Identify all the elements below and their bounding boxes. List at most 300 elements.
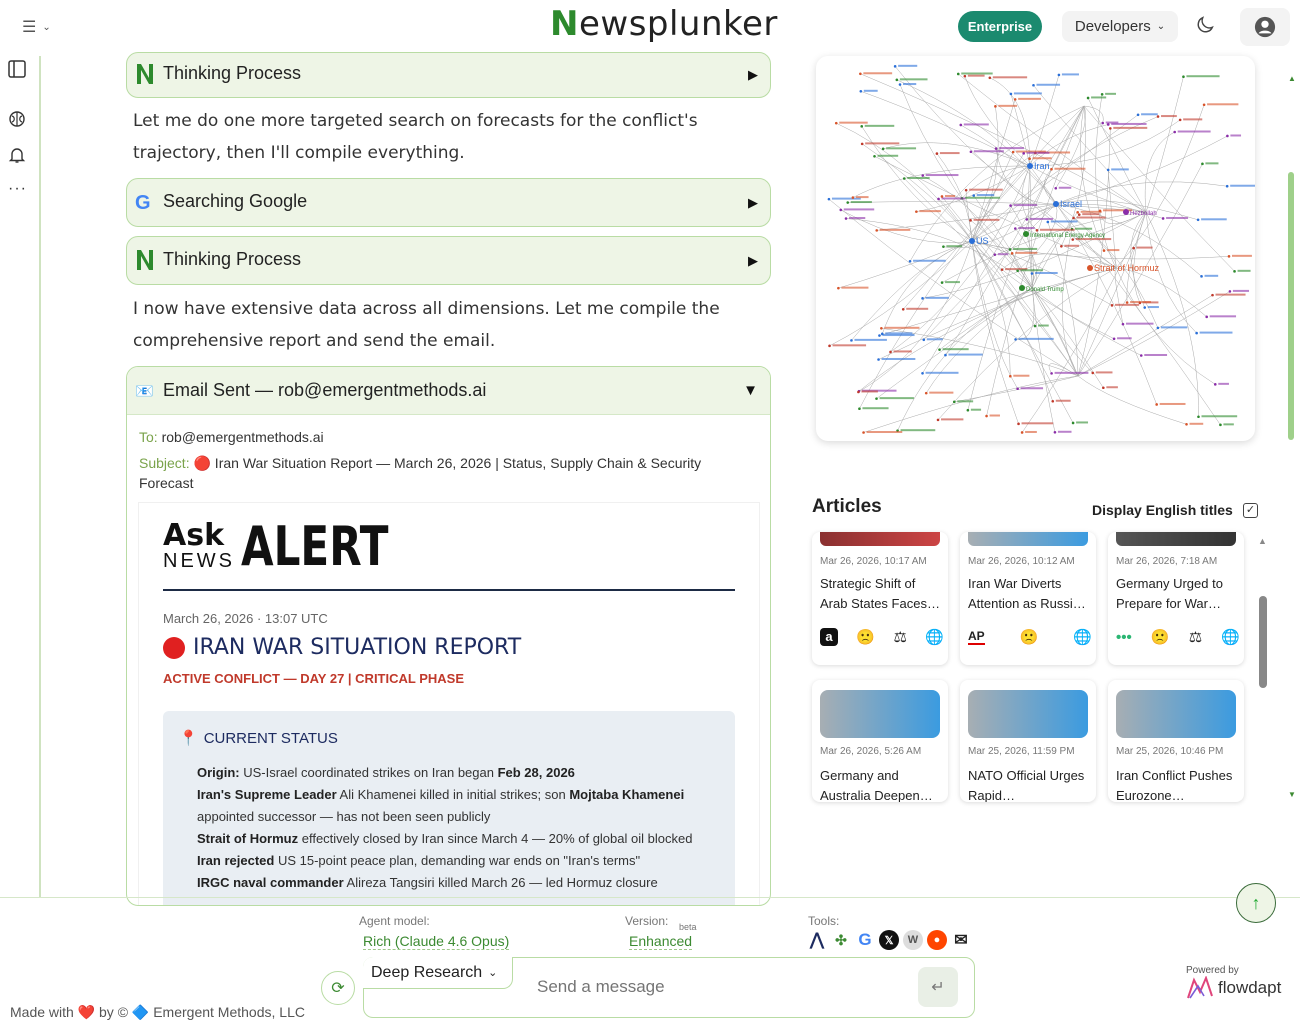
graph-node-label [927,338,943,340]
brain-icon[interactable] [8,110,28,130]
graph-node[interactable] [921,297,924,300]
graph-node-label [1021,269,1043,271]
graph-node-label [882,358,916,360]
graph-node[interactable] [860,90,863,93]
graph-node-label [945,195,955,197]
graph-node[interactable] [1010,93,1013,96]
graph-node[interactable] [1228,255,1231,258]
left-sidebar [0,56,41,898]
email-icon: 📧 [135,383,154,400]
newsplunker-n-icon [135,249,155,276]
graph-node-label [903,83,916,85]
graph-node[interactable] [969,219,972,222]
graph-node[interactable] [1122,323,1125,326]
graph-node[interactable] [1197,415,1200,418]
graph-node[interactable] [877,358,880,361]
scroll-down-icon[interactable]: ▼ [1288,790,1296,799]
graph-node[interactable] [882,148,885,151]
panel-title: Thinking Process [163,63,302,83]
graph-node[interactable] [845,217,848,220]
graph-node[interactable] [1072,422,1075,425]
graph-node[interactable] [1001,268,1004,271]
google-tool-icon[interactable]: G [858,930,872,949]
graph-node-label [841,287,868,289]
graph-node[interactable] [1182,75,1185,78]
graph-node[interactable] [852,196,855,199]
graph-node[interactable] [965,189,968,192]
graph-node-label [864,90,878,92]
graph-node-label [964,123,989,125]
graph-node-label [977,194,995,196]
graph-hub-node[interactable] [1123,209,1129,215]
graph-node-label [945,281,960,283]
graph-hub-node[interactable] [1087,265,1093,271]
graph-node-label [1062,73,1079,75]
graph-node[interactable] [941,281,944,284]
dots-icon: ••• [1116,628,1132,646]
graph-node[interactable] [1091,372,1094,375]
english-titles-label: Display English titles [1092,502,1233,518]
report-subtitle: ACTIVE CONFLICT — DAY 27 | CRITICAL PHASE [163,671,464,686]
status-line: Strait of Hormuz effectively closed by Iran since March 4 — 20% of global oil blocked [197,831,693,846]
graph-node[interactable] [1054,431,1057,434]
send-button[interactable] [918,967,958,1007]
graph-node[interactable] [894,65,897,68]
graph-hub-label: Strait of Hormuz [1094,263,1160,273]
article-thumbnail [968,690,1088,738]
graph-node[interactable] [1155,403,1158,406]
assistant-message: I now have extensive data across all dimensions. Let me compile the comprehensive report and send the email. [133,299,720,351]
graph-node[interactable] [1011,252,1014,255]
graph-node[interactable] [1185,423,1188,426]
more-icon[interactable]: ··· [8,180,27,197]
graph-node[interactable] [1197,219,1200,222]
graph-node[interactable] [1021,431,1024,434]
user-avatar[interactable] [1240,8,1290,46]
article-icons [820,628,944,646]
graph-node[interactable] [861,143,864,146]
graph-node-label [1014,204,1037,206]
graph-node[interactable] [957,73,960,76]
graph-node[interactable] [1101,93,1104,96]
graph-node[interactable] [1016,269,1019,272]
graph-node[interactable] [1201,163,1204,166]
graph-hub-node[interactable] [1023,231,1029,237]
expand-arrow-icon[interactable]: ▶ [748,195,758,210]
graph-node[interactable] [995,147,998,150]
graph-node[interactable] [896,79,899,82]
graph-node-label [1148,306,1159,308]
graph-tool-icon[interactable]: ✣ [835,931,847,948]
graph-node[interactable] [942,245,945,248]
graph-node[interactable] [1219,424,1222,427]
graph-node[interactable] [1101,122,1104,125]
message-input[interactable] [537,977,897,997]
graph-node[interactable] [859,72,862,75]
graph-node-label [990,415,1000,417]
email-body [139,503,759,906]
graph-node[interactable] [1025,218,1028,221]
graph-node-label [1027,152,1050,154]
article-date: Mar 25, 2026, 10:46 PM [1116,746,1224,757]
graph-node[interactable] [1058,74,1061,77]
panel-title: Email Sent — rob@emergentmethods.ai [163,380,487,400]
scroll-up-icon[interactable]: ▲ [1288,74,1296,83]
graph-hub-node[interactable] [969,238,975,244]
graph-node[interactable] [936,152,939,155]
graph-node-label [839,122,867,124]
graph-node-label [957,400,973,402]
graph-node[interactable] [1229,290,1232,293]
graph-hub-node[interactable] [1053,201,1059,207]
graph-node-label [851,201,872,203]
report-title: IRAN WAR SITUATION REPORT [163,635,521,660]
graph-node-label [948,354,982,356]
graph-node[interactable] [1087,97,1090,100]
english-titles-checkbox[interactable]: ✓ [1243,503,1258,518]
graph-node[interactable] [1009,204,1012,207]
searching-google-panel[interactable] [126,178,771,227]
graph-node-label [877,155,898,157]
graph-node[interactable] [1173,131,1176,134]
graph-node-label [862,407,888,409]
graph-hub-label: International Energy Agency [1030,233,1106,239]
graph-node[interactable] [878,334,881,337]
new-chat-button[interactable] [321,971,355,1005]
graph-node[interactable] [953,401,956,404]
graph-node[interactable] [1076,211,1079,214]
graph-node-label [1055,372,1089,374]
graph-node-label [968,75,985,77]
graph-node-label [1051,220,1078,222]
article-thumbnail [968,532,1088,546]
graph-node[interactable] [857,391,860,394]
article-card[interactable] [1108,532,1244,665]
graph-node[interactable] [1226,185,1229,188]
agent-model-select[interactable]: Rich (Claude 4.6 Opus) [363,933,510,949]
graph-node-label [1130,301,1151,303]
graph-node[interactable] [1157,115,1160,118]
version-select[interactable]: Enhanced [629,933,693,949]
graph-node[interactable] [1017,423,1020,426]
article-card[interactable] [812,680,948,802]
graph-node-label [1115,304,1139,306]
graph-node-label [1233,290,1249,292]
globe-icon: 🌐 [1073,629,1092,646]
graph-node[interactable] [1009,248,1012,251]
graph-node[interactable] [994,105,997,108]
thinking-process-panel[interactable] [126,236,771,285]
graph-node[interactable] [1107,169,1110,172]
graph-node-label [884,327,919,329]
graph-node-label [1106,386,1118,388]
graph-node[interactable] [1036,229,1039,232]
sidebar-toggle-icon[interactable] [8,60,28,80]
expand-arrow-icon[interactable]: ▶ [748,67,758,82]
ap-logo-icon: AP [968,629,985,643]
graph-node[interactable] [921,372,924,375]
flowdapt-logo[interactable]: flowdapt [1186,976,1281,1000]
graph-node[interactable] [1014,338,1017,341]
graph-node[interactable] [964,75,967,78]
graph-node[interactable] [985,415,988,418]
assistant-message: Let me do one more targeted search on forecasts for the conflict's trajectory, then I'll compile everything. [133,111,698,163]
graph-node-label [1013,248,1037,250]
graph-node[interactable] [1179,119,1182,122]
graph-node[interactable] [1109,127,1112,130]
graph-node[interactable] [1195,332,1198,335]
reddit-tool-icon[interactable]: ● [927,930,947,950]
graph-node[interactable] [944,354,947,357]
graph-node[interactable] [1157,327,1160,330]
graph-node[interactable] [1214,383,1217,386]
graph-node[interactable] [1060,245,1063,248]
chevron-down-icon: ⌄ [42,21,51,33]
graph-node[interactable] [1113,337,1116,340]
graph-node[interactable] [941,195,944,198]
graph-node-label [946,245,962,247]
graph-node[interactable] [1143,306,1146,309]
graph-node[interactable] [881,333,884,336]
graph-node-label [865,125,895,127]
menu-button[interactable] [22,14,74,40]
graph-node-label [1056,400,1071,402]
graph-node-label [961,72,992,74]
graph-node-label [1018,98,1041,100]
report-date: March 26, 2026 · 13:07 UTC [163,611,328,626]
graph-canvas[interactable] [816,56,1255,441]
x-tool-icon[interactable]: 𝕏 [879,930,899,950]
graph-node[interactable] [1140,354,1143,357]
graph-node[interactable] [915,210,918,213]
email-tool-icon[interactable]: ✉ [954,932,968,949]
status-line: Iran's Supreme Leader Ali Khamenei killed in initial strikes; son Mojtaba Khamenei [197,787,685,802]
graph-node[interactable] [1126,301,1129,304]
graph-node[interactable] [1022,152,1025,155]
red-circle-icon [163,637,185,659]
graph-node-label [1018,227,1034,229]
newsplunker-logo[interactable]: Newsplunker [550,4,778,44]
graph-node[interactable] [1012,151,1015,154]
graph-node[interactable] [972,194,975,197]
graph-node[interactable] [860,125,863,128]
graph-node[interactable] [937,198,940,201]
scroll-to-top-button[interactable] [1236,883,1276,923]
graph-node[interactable] [1162,217,1165,220]
collapse-arrow-icon[interactable]: ▼ [743,382,758,399]
graph-node-label [971,409,981,411]
sad-sentiment-icon: 🙁 [1150,629,1170,646]
graph-node[interactable] [1132,247,1135,250]
graph-node[interactable] [1032,84,1035,87]
graph-node-label [1190,423,1204,425]
graph-node-label [1019,338,1054,340]
graph-node[interactable] [903,177,906,180]
expand-arrow-icon[interactable]: ▶ [748,253,758,268]
graph-node-label [1141,113,1158,115]
graph-hub-label: Iran [1034,161,1050,171]
graph-node[interactable] [862,431,865,434]
article-card[interactable] [960,532,1096,665]
article-card[interactable] [960,680,1096,802]
article-thumbnail [1116,690,1236,738]
graph-node[interactable] [1078,213,1081,216]
graph-node[interactable] [1137,113,1140,116]
graph-node[interactable] [846,201,849,204]
graph-node[interactable] [858,407,861,410]
graph-node-label [940,152,960,154]
divider [163,589,735,591]
bell-icon[interactable] [8,146,28,166]
graph-node[interactable] [899,83,902,86]
graph-node-label [1186,75,1219,77]
graph-node[interactable] [850,339,853,342]
graph-node-label [1207,103,1238,105]
graph-node[interactable] [1014,227,1017,230]
graph-node-label [1015,252,1037,254]
graph-node-label [969,189,1003,191]
email-panel-header[interactable] [127,367,770,415]
graph-node-label [999,147,1024,149]
entity-graph[interactable] [816,56,1255,441]
graph-node[interactable] [1031,272,1034,275]
graph-node[interactable] [938,348,941,351]
graph-node[interactable] [1203,103,1206,106]
graph-node-label [833,344,867,346]
graph-node[interactable] [1226,135,1229,138]
graph-node[interactable] [970,150,973,153]
graph-node[interactable] [1047,221,1050,224]
graph-node[interactable] [1009,375,1012,378]
graph-node-label [894,350,912,352]
graph-node[interactable] [835,122,838,125]
page-scrollbar[interactable] [1288,172,1294,440]
graph-hub-node[interactable] [1019,285,1025,291]
graph-node-label [1205,275,1219,277]
graph-node-label [1201,415,1237,417]
graph-node-label [880,397,914,399]
graph-node[interactable] [837,287,840,290]
article-date: Mar 25, 2026, 11:59 PM [968,746,1075,757]
scroll-up-icon[interactable]: ▲ [1258,536,1267,546]
graph-node[interactable] [875,397,878,400]
graph-node[interactable] [1205,316,1208,319]
globe-icon: 🌐 [1221,629,1240,646]
dark-mode-icon[interactable] [1194,14,1218,38]
asknews-alert-logo: Ask NEWS ALERT [163,515,389,578]
graph-node[interactable] [902,308,905,311]
graph-node[interactable] [1016,387,1019,390]
graph-node-label [993,76,1027,78]
thinking-process-panel[interactable] [126,52,771,98]
articles-scrollbar[interactable] [1259,596,1267,688]
graph-node[interactable] [1233,270,1236,273]
developers-menu[interactable] [1062,11,1178,42]
article-card[interactable] [1108,680,1244,802]
graph-node[interactable] [839,209,842,212]
graph-node[interactable] [921,174,924,177]
graph-node[interactable] [959,124,962,127]
graph-node-label [907,177,929,179]
graph-node[interactable] [1014,98,1017,101]
graph-node[interactable] [1211,294,1214,297]
graph-node[interactable] [1102,386,1105,389]
graph-node-label [942,197,966,199]
graph-node[interactable] [880,327,883,330]
graph-node-label [1166,217,1188,219]
graph-node[interactable] [1111,304,1114,307]
graph-node[interactable] [1028,157,1031,160]
graph-node[interactable] [922,338,925,341]
graph-node[interactable] [1072,217,1075,220]
graph-node[interactable] [873,155,876,158]
newsplunker-n-icon [135,63,155,90]
graph-node-label [898,65,917,67]
graph-node-label [1178,131,1211,133]
graph-hub-label: Israel [1060,199,1083,209]
graph-node[interactable] [828,198,831,201]
graph-node-label [1183,118,1202,120]
graph-node[interactable] [875,229,878,232]
status-title: 📍 CURRENT STATUS [179,729,338,747]
article-title: Iran Conflict Pushes Eurozone… [1116,768,1233,802]
research-mode-select[interactable] [363,957,513,989]
graph-node-label [1040,229,1075,231]
graph-node[interactable] [1051,400,1054,403]
developers-label: Developers [1074,18,1151,35]
graph-node[interactable] [1107,123,1110,126]
graph-node[interactable] [1050,168,1053,171]
graph-node[interactable] [1103,249,1106,252]
graph-hub-node[interactable] [1027,163,1033,169]
graph-node-label [1232,255,1252,257]
graph-node-label [1058,431,1072,433]
graph-node[interactable] [989,77,992,80]
graph-node[interactable] [1034,325,1037,328]
graph-node[interactable] [889,351,892,354]
panel-title: Searching Google [163,191,308,211]
status-line: Origin: US-Israel coordinated strikes on Iran began Feb 28, 2026 [197,765,575,780]
graph-node[interactable] [828,345,831,348]
graph-node-label [1014,92,1042,94]
asknews-tool-icon[interactable]: ⋀ [810,930,824,949]
graph-node[interactable] [909,260,912,263]
enter-icon: ↵ [931,979,945,996]
tools-label: Tools: [808,914,840,928]
article-date: Mar 26, 2026, 10:17 AM [820,556,927,567]
graph-node-label [1223,423,1233,425]
article-card[interactable] [812,532,948,665]
wikipedia-tool-icon[interactable]: W [903,930,923,950]
graph-node-label [926,174,959,176]
article-thumbnail [820,532,940,546]
graph-node-label [965,197,1000,199]
top-header [0,0,1300,56]
pin-icon: 📍 [179,730,198,747]
graph-node[interactable] [1200,275,1203,278]
graph-node[interactable] [967,409,970,412]
graph-node[interactable] [1050,372,1053,375]
graph-node[interactable] [937,419,940,422]
article-date: Mar 26, 2026, 7:18 AM [1116,556,1218,567]
enterprise-button[interactable]: Enterprise [958,11,1042,42]
graph-node[interactable] [994,253,997,256]
graph-node[interactable] [1054,187,1057,190]
graph-node-label [1035,272,1058,274]
google-icon: G [135,192,151,214]
beta-badge: beta [679,922,697,932]
graph-node[interactable] [925,392,928,395]
